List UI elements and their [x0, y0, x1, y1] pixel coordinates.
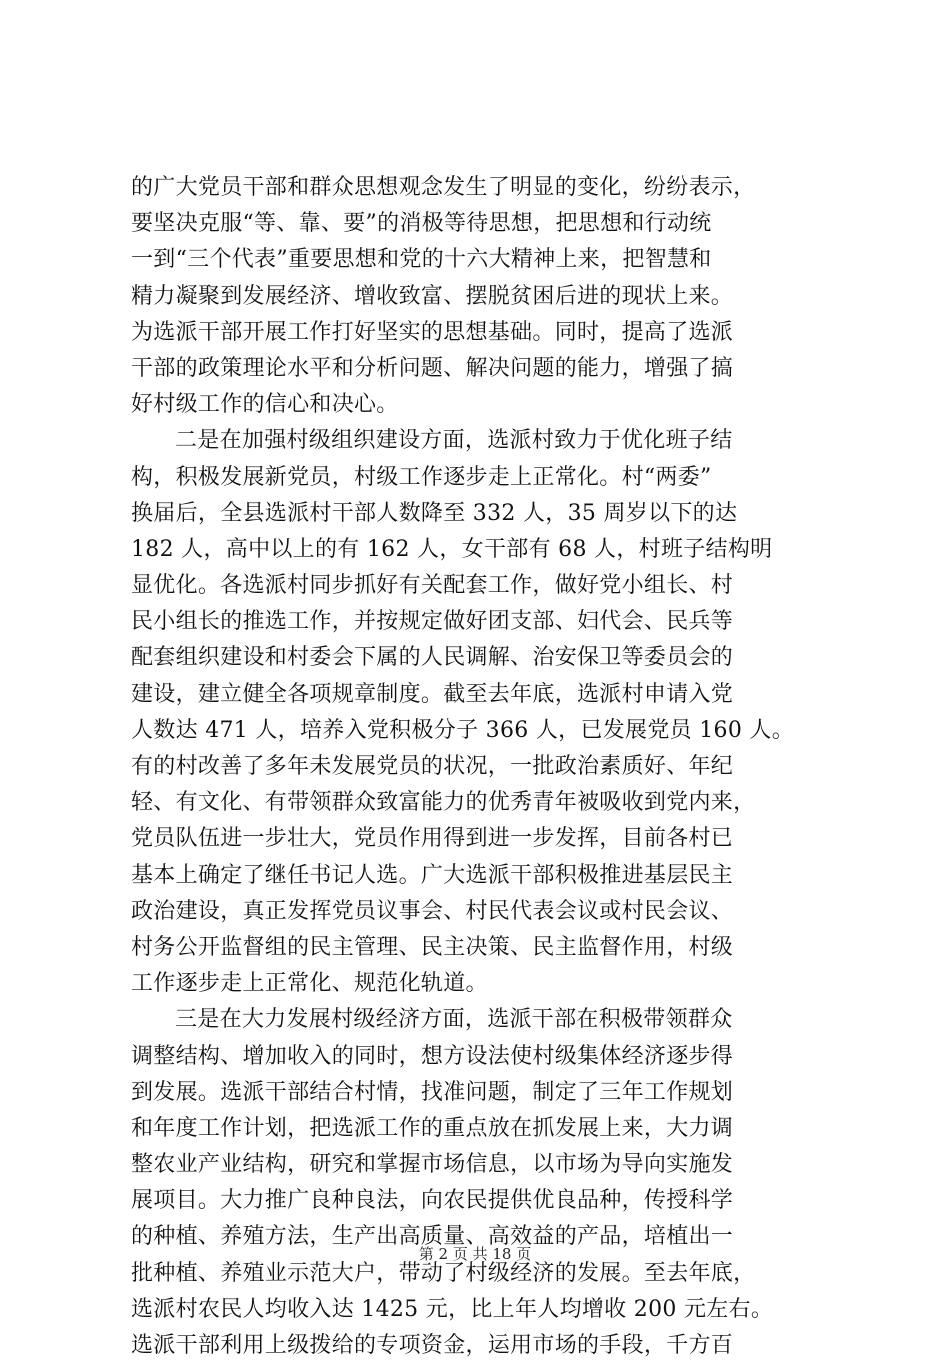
text-line: 要坚决克服“等、靠、要”的消极等待思想，把思想和行动统 [131, 211, 712, 237]
text-line: 政治建设，真正发挥党员议事会、村民代表会议或村民会议、 [131, 898, 734, 924]
text-line: 二是在加强村级组织建设方面，选派村致力于优化班子结 [175, 428, 733, 454]
text-line: 到发展。选派干部结合村情，找准问题，制定了三年工作规划 [131, 1079, 734, 1105]
text-line: 好村级工作的信心和决心。 [131, 392, 399, 418]
document-body [131, 170, 831, 1364]
text-line: 182 人，高中以上的有 162 人，女干部有 68 人，村班子结构明 [131, 536, 773, 562]
text-line: 整农业产业结构，研究和掌握市场信息，以市场为导向实施发 [131, 1152, 734, 1178]
text-line: 一到“三个代表”重要思想和党的十六大精神上来，把智慧和 [131, 247, 712, 273]
text-line: 配套组织建设和村委会下属的人民调解、治安保卫等委员会的 [131, 645, 734, 671]
text-line: 显优化。各选派村同步抓好有关配套工作，做好党小组长、村 [131, 573, 734, 599]
text-line: 构，积极发展新党员，村级工作逐步走上正常化。村“两委” [131, 464, 712, 490]
text-line: 村务公开监督组的民主管理、民主决策、民主监督作用，村级 [131, 934, 734, 960]
text-line: 换届后，全县选派村干部人数降至 332 人，35 周岁以下的达 [131, 500, 738, 526]
text-line: 基本上确定了继任书记人选。广大选派干部积极推进基层民主 [131, 862, 734, 888]
text-line: 有的村改善了多年未发展党员的状况，一批政治素质好、年纪 [131, 754, 734, 779]
text-line: 为选派干部开展工作打好坚实的思想基础。同时，提高了选派 [131, 319, 734, 345]
text-line: 工作逐步走上正常化、规范化轨道。 [131, 971, 488, 997]
text-line: 民小组长的推选工作，并按规定做好团支部、妇代会、民兵等 [131, 609, 734, 635]
text-line: 党员队伍进一步壮大，党员作用得到进一步发挥，目前各村已 [131, 826, 734, 852]
text-line: 轻、有文化、有带领群众致富能力的优秀青年被吸收到党内来， [131, 790, 756, 816]
text-line: 建设，建立健全各项规章制度。截至去年底，选派村申请入党 [131, 681, 734, 707]
text-line: 的种植、养殖方法，生产出高质量、高效益的产品，培植出一 [131, 1224, 734, 1250]
text-line: 干部的政策理论水平和分析问题、解决问题的能力，增强了搞 [131, 355, 734, 381]
text-line: 调整结构、增加收入的同时，想方设法使村级集体经济逐步得 [131, 1043, 734, 1069]
text-line: 精力凝聚到发展经济、增收致富、摆脱贫困后进的现状上来。 [131, 283, 734, 309]
page-footer: 第 2 页 共 18 页 [418, 1245, 532, 1263]
text-line: 的广大党员干部和群众思想观念发生了明显的变化，纷纷表示， [131, 175, 756, 200]
text-line: 批种植、养殖业示范大户，带动了村级经济的发展。至去年底， [131, 1260, 756, 1286]
text-line: 展项目。大力推广良种良法，向农民提供优良品种，传授科学 [131, 1188, 734, 1214]
text-line: 选派村农民人均收入达 1425 元，比上年人均增收 200 元左右。 [131, 1296, 774, 1322]
text-line: 和年度工作计划，把选派工作的重点放在抓发展上来，大力调 [131, 1115, 734, 1141]
text-line: 三是在大力发展村级经济方面，选派干部在积极带领群众 [175, 1007, 733, 1033]
text-line: 选派干部利用上级拨给的专项资金，运用市场的手段，千方百 [131, 1333, 734, 1358]
text-line: 人数达 471 人，培养入党积极分子 366 人，已发展党员 160 人。 [131, 717, 795, 743]
